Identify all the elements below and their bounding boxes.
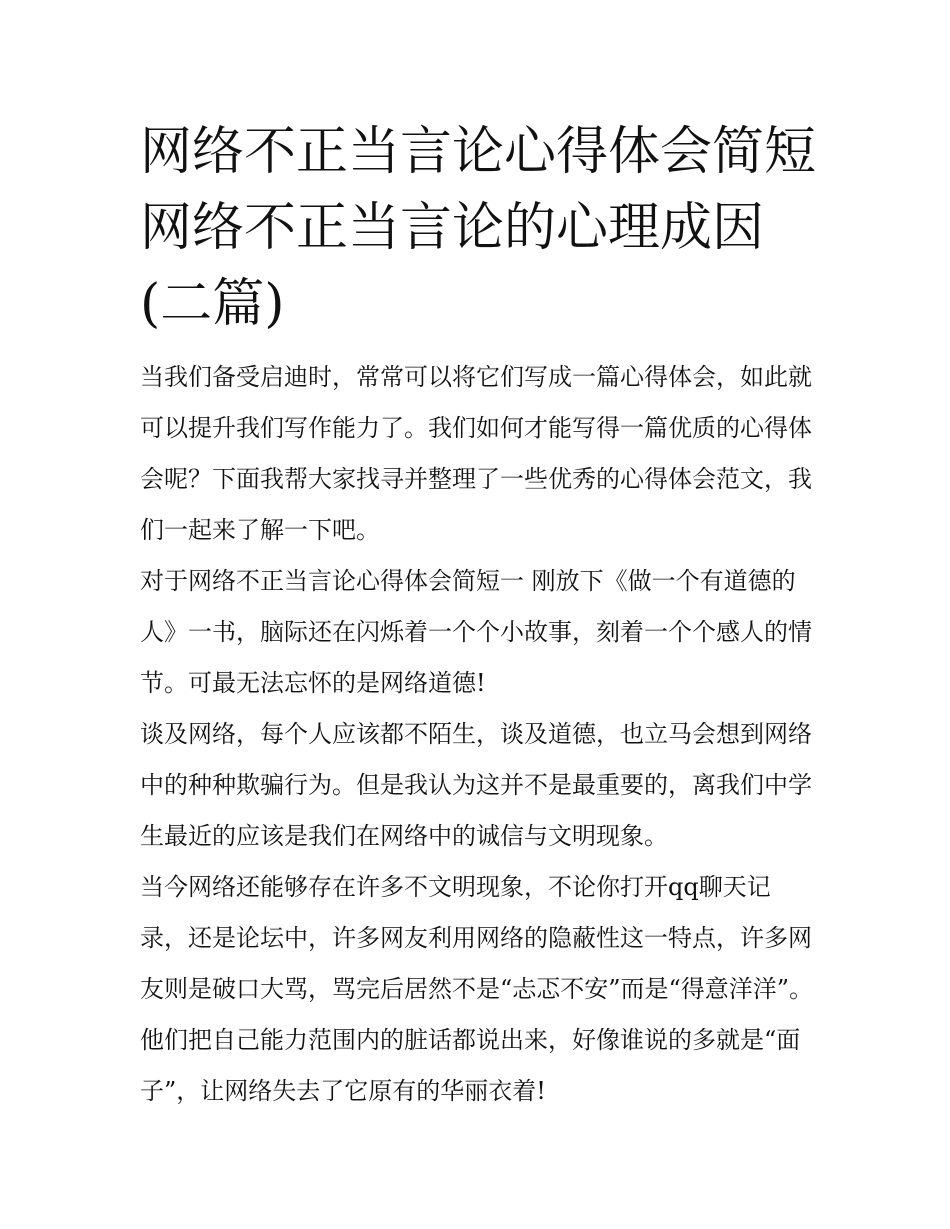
document-body [140,352,816,1117]
paragraph-2: 谈及网络，每个人应该都不陌生，谈及道德，也立马会想到网络中的种种欺骗行为。但是我认为这并不是最重要的，离我们中学生最近的应该是我们在网络中的诚信与文明现象。 [140,720,812,850]
paragraph-intro: 当我们备受启迪时，常常可以将它们写成一篇心得体会，如此就可以提升我们写作能力了。我们如何才能写得一篇优质的心得体会呢？下面我帮大家找寻并整理了一些优秀的心得体会范文，我们一起来了解一下吧。 [140,363,812,544]
document-title: 网络不正当言论心得体会简短网络不正当言论的心理成因(二篇) [140,122,817,334]
paragraph-1: 对于网络不正当言论心得体会简短一 刚放下《做一个有道德的人》一书，脑际还在闪烁着一个个小故事，刻着一个个感人的情节。可最无法忘怀的是网络道德! [140,567,812,697]
paragraph-3: 当今网络还能够存在许多不文明现象，不论你打开qq聊天记录，还是论坛中，许多网友利用网络的隐蔽性这一特点，许多网友则是破口大骂，骂完后居然不是“忐忑不安”而是“得意洋洋”。他们把自己能力范围内的脏话都说出来，好像谁说的多就是“面子”，让网络失去了它原有的华丽衣着! [140,873,814,1105]
